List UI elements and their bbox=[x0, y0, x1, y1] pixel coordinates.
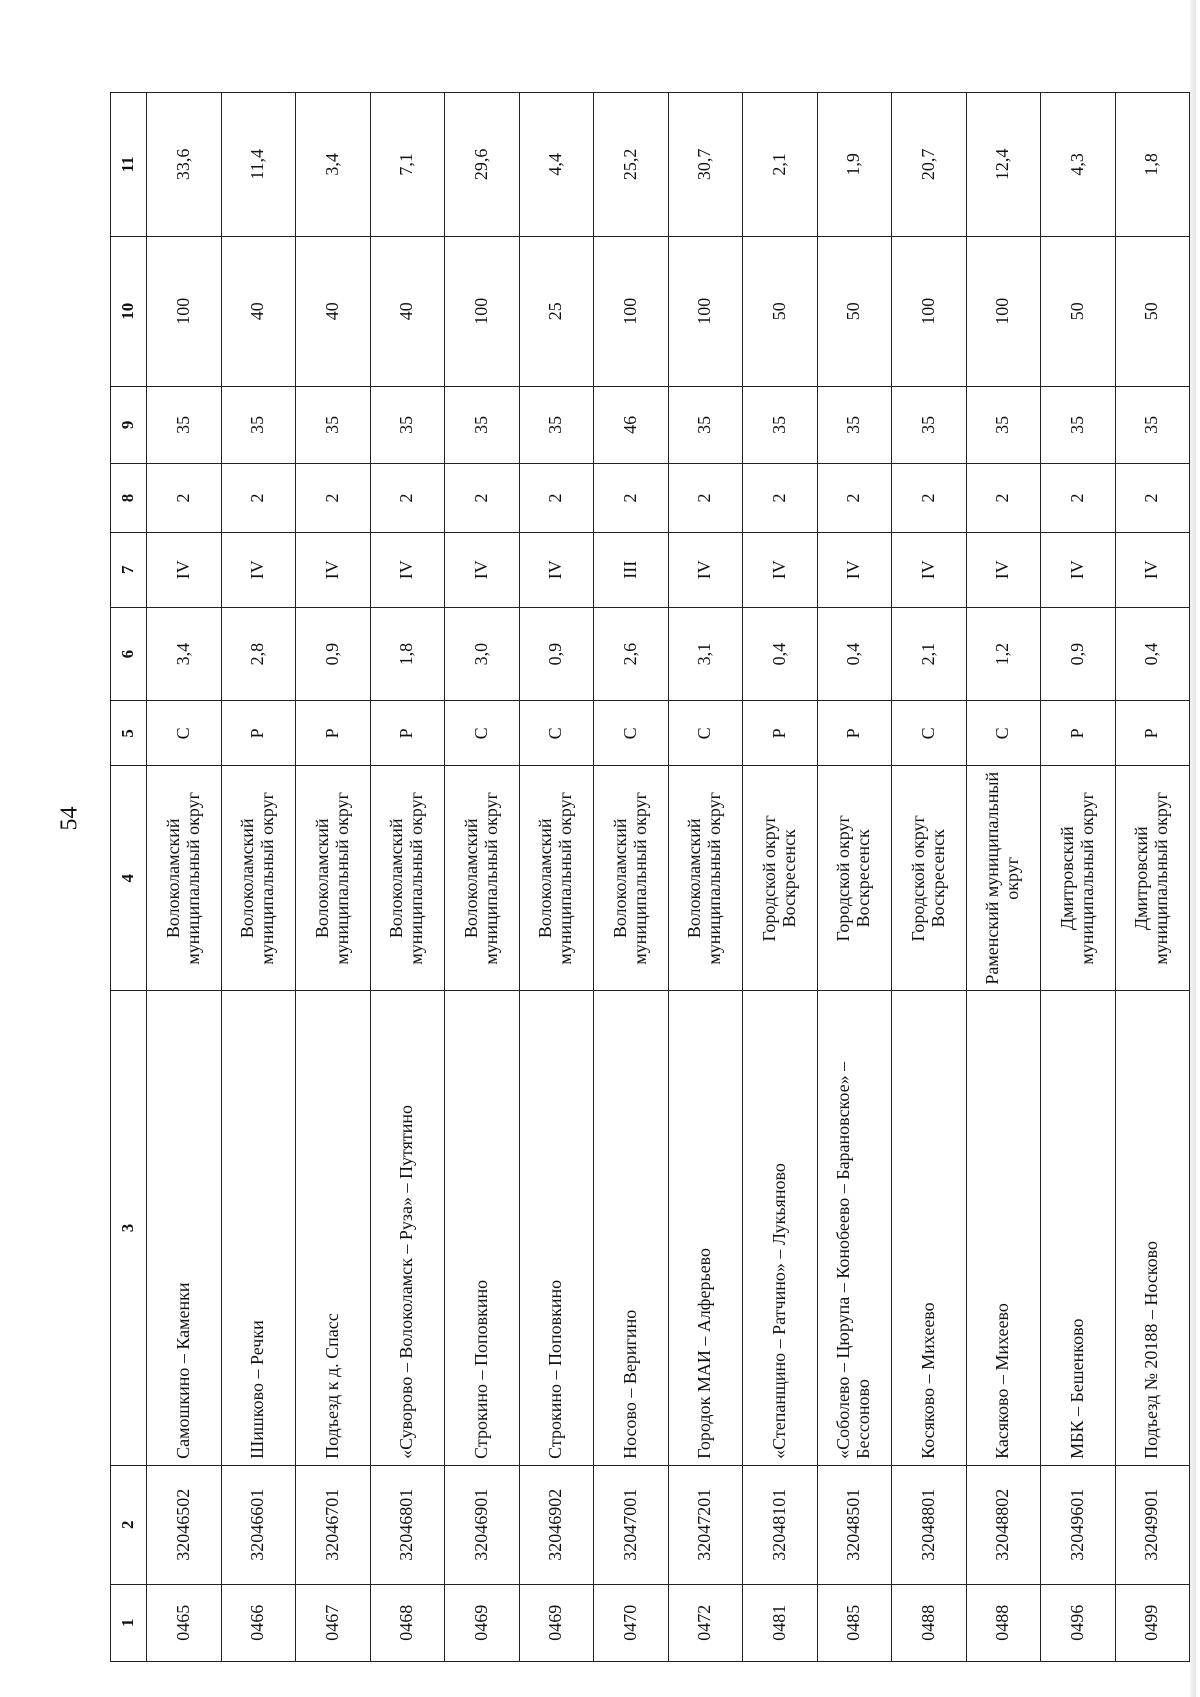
table-cell: 35 bbox=[147, 386, 222, 463]
table-cell: 2 bbox=[892, 464, 967, 533]
table-cell: IV bbox=[296, 532, 371, 607]
table-cell: IV bbox=[966, 532, 1041, 607]
table-cell: 2,6 bbox=[594, 607, 669, 701]
table-cell: 0488 bbox=[966, 1584, 1041, 1661]
table-cell: Строкино – Поповкино bbox=[519, 991, 594, 1466]
table-cell: 4,4 bbox=[519, 93, 594, 237]
table-cell: 2 bbox=[594, 464, 669, 533]
table-cell: 35 bbox=[892, 386, 967, 463]
table-cell: 35 bbox=[296, 386, 371, 463]
table-cell: IV bbox=[668, 532, 743, 607]
table-cell: 0469 bbox=[445, 1584, 520, 1661]
table-cell: 100 bbox=[147, 236, 222, 386]
table-cell: 4,3 bbox=[1041, 93, 1116, 237]
table-cell: 33,6 bbox=[147, 93, 222, 237]
table-row bbox=[519, 93, 594, 1662]
table-cell: 50 bbox=[1041, 236, 1116, 386]
table-cell: Волоколамский муниципальный округ bbox=[445, 766, 520, 991]
table-cell: 40 bbox=[296, 236, 371, 386]
table-cell: IV bbox=[817, 532, 892, 607]
scan-edge bbox=[1190, 0, 1196, 1697]
table-cell: 32048501 bbox=[817, 1465, 892, 1584]
table-cell: Волоколамский муниципальный округ bbox=[519, 766, 594, 991]
table-cell: 100 bbox=[445, 236, 520, 386]
table-cell: 32046502 bbox=[147, 1465, 222, 1584]
table-cell: Касяково – Михеево bbox=[966, 991, 1041, 1466]
table-cell: «Соболево – Цюрупа – Конобеево – Барановское» – Бессоново bbox=[817, 991, 892, 1466]
table-cell: IV bbox=[743, 532, 818, 607]
table-cell: 0469 bbox=[519, 1584, 594, 1661]
table-cell: 0,9 bbox=[296, 607, 371, 701]
table-cell: 35 bbox=[445, 386, 520, 463]
table-cell: IV bbox=[370, 532, 445, 607]
table-cell: 32049901 bbox=[1115, 1465, 1190, 1584]
table-cell: IV bbox=[892, 532, 967, 607]
table-cell: 32046901 bbox=[445, 1465, 520, 1584]
table-cell: 2 bbox=[817, 464, 892, 533]
column-header: 9 bbox=[111, 386, 147, 463]
table-cell: 2,8 bbox=[221, 607, 296, 701]
column-header: 4 bbox=[111, 766, 147, 991]
table-cell: Р bbox=[1115, 701, 1190, 766]
table-cell: С bbox=[147, 701, 222, 766]
table-cell: 32047201 bbox=[668, 1465, 743, 1584]
table-cell: 1,2 bbox=[966, 607, 1041, 701]
table-row bbox=[668, 93, 743, 1662]
column-header: 1 bbox=[111, 1584, 147, 1661]
table-row bbox=[594, 93, 669, 1662]
table-cell: Р bbox=[296, 701, 371, 766]
table-cell: 0472 bbox=[668, 1584, 743, 1661]
table-cell: Самошкино – Каменки bbox=[147, 991, 222, 1466]
table-cell: 3,4 bbox=[296, 93, 371, 237]
table-row bbox=[221, 93, 296, 1662]
table-cell: 32048101 bbox=[743, 1465, 818, 1584]
table-cell: 2,1 bbox=[743, 93, 818, 237]
table-cell: Волоколамский муниципальный округ bbox=[221, 766, 296, 991]
header-row bbox=[111, 93, 147, 1662]
table-cell: 32046601 bbox=[221, 1465, 296, 1584]
table-cell: 32049601 bbox=[1041, 1465, 1116, 1584]
table-cell: Волоколамский муниципальный округ bbox=[147, 766, 222, 991]
table-row bbox=[296, 93, 371, 1662]
table-cell: Подъезд к д. Спасс bbox=[296, 991, 371, 1466]
table-cell: 100 bbox=[892, 236, 967, 386]
table-cell: 30,7 bbox=[668, 93, 743, 237]
column-header: 5 bbox=[111, 701, 147, 766]
table-cell: 1,8 bbox=[1115, 93, 1190, 237]
table-cell: 0,4 bbox=[743, 607, 818, 701]
column-header: 10 bbox=[111, 236, 147, 386]
table-row bbox=[147, 93, 222, 1662]
table-cell: Волоколамский муниципальный округ bbox=[296, 766, 371, 991]
table-cell: 2 bbox=[519, 464, 594, 533]
roads-table bbox=[110, 92, 1190, 1662]
table-cell: 2 bbox=[445, 464, 520, 533]
table-cell: 0468 bbox=[370, 1584, 445, 1661]
table-cell: 35 bbox=[743, 386, 818, 463]
table-cell: 32048802 bbox=[966, 1465, 1041, 1584]
table-cell: 46 bbox=[594, 386, 669, 463]
table-cell: С bbox=[966, 701, 1041, 766]
table-cell: 3,4 bbox=[147, 607, 222, 701]
table-cell: 20,7 bbox=[892, 93, 967, 237]
table-cell: Городской округ Воскресенск bbox=[817, 766, 892, 991]
table-container bbox=[110, 92, 1190, 1662]
table-cell: 35 bbox=[221, 386, 296, 463]
table-cell: Городской округ Воскресенск bbox=[743, 766, 818, 991]
table-cell: Носово – Веригино bbox=[594, 991, 669, 1466]
table-cell: Строкино – Поповкино bbox=[445, 991, 520, 1466]
table-row bbox=[743, 93, 818, 1662]
table-cell: IV bbox=[221, 532, 296, 607]
page-number: 54 bbox=[56, 806, 83, 831]
table-cell: 35 bbox=[668, 386, 743, 463]
table-cell: Дмитровский муниципальный округ bbox=[1115, 766, 1190, 991]
table-cell: Р bbox=[817, 701, 892, 766]
table-cell: 40 bbox=[370, 236, 445, 386]
table-cell: 35 bbox=[1115, 386, 1190, 463]
table-row bbox=[817, 93, 892, 1662]
table-cell: 2 bbox=[147, 464, 222, 533]
table-cell: 0,9 bbox=[519, 607, 594, 701]
table-cell: 0,4 bbox=[817, 607, 892, 701]
table-cell: 25,2 bbox=[594, 93, 669, 237]
table-cell: Волоколамский муниципальный округ bbox=[668, 766, 743, 991]
column-header: 7 bbox=[111, 532, 147, 607]
table-cell: 25 bbox=[519, 236, 594, 386]
table-cell: 50 bbox=[1115, 236, 1190, 386]
column-header: 8 bbox=[111, 464, 147, 533]
table-cell: Волоколамский муниципальный округ bbox=[594, 766, 669, 991]
table-cell: 50 bbox=[743, 236, 818, 386]
table-cell: 35 bbox=[817, 386, 892, 463]
table-cell: 32047001 bbox=[594, 1465, 669, 1584]
table-cell: 2,1 bbox=[892, 607, 967, 701]
column-header: 3 bbox=[111, 991, 147, 1466]
table-cell: С bbox=[445, 701, 520, 766]
table-cell: 12,4 bbox=[966, 93, 1041, 237]
table-cell: 29,6 bbox=[445, 93, 520, 237]
table-cell: 1,8 bbox=[370, 607, 445, 701]
table-cell: 0470 bbox=[594, 1584, 669, 1661]
table-cell: «Степанщино – Ратчино» – Лукьяново bbox=[743, 991, 818, 1466]
table-cell: 100 bbox=[668, 236, 743, 386]
table-cell: Р bbox=[221, 701, 296, 766]
table-cell: 32046701 bbox=[296, 1465, 371, 1584]
table-cell: 3,1 bbox=[668, 607, 743, 701]
table-cell: 0465 bbox=[147, 1584, 222, 1661]
table-cell: С bbox=[668, 701, 743, 766]
table-cell: Городок МАИ – Алферьево bbox=[668, 991, 743, 1466]
table-cell: 35 bbox=[370, 386, 445, 463]
table-cell: 35 bbox=[966, 386, 1041, 463]
table-cell: 32048801 bbox=[892, 1465, 967, 1584]
table-cell: 100 bbox=[966, 236, 1041, 386]
table-cell: 0467 bbox=[296, 1584, 371, 1661]
table-cell: 2 bbox=[1041, 464, 1116, 533]
table-row bbox=[370, 93, 445, 1662]
table-cell: 11,4 bbox=[221, 93, 296, 237]
column-header: 6 bbox=[111, 607, 147, 701]
table-cell: IV bbox=[445, 532, 520, 607]
table-cell: 2 bbox=[668, 464, 743, 533]
table-cell: 32046902 bbox=[519, 1465, 594, 1584]
table-cell: «Суворово – Волоколамск – Руза» – Путятино bbox=[370, 991, 445, 1466]
table-cell: 0496 bbox=[1041, 1584, 1116, 1661]
table-row bbox=[892, 93, 967, 1662]
table-cell: Косяково – Михеево bbox=[892, 991, 967, 1466]
table-row bbox=[1115, 93, 1190, 1662]
table-cell: 0481 bbox=[743, 1584, 818, 1661]
table-cell: 2 bbox=[966, 464, 1041, 533]
table-cell: IV bbox=[1041, 532, 1116, 607]
table-cell: 32046801 bbox=[370, 1465, 445, 1584]
table-cell: 0466 bbox=[221, 1584, 296, 1661]
table-cell: Дмитровский муниципальный округ bbox=[1041, 766, 1116, 991]
table-cell: 0,9 bbox=[1041, 607, 1116, 701]
table-cell: 0485 bbox=[817, 1584, 892, 1661]
table-cell: 2 bbox=[370, 464, 445, 533]
table-cell: 1,9 bbox=[817, 93, 892, 237]
table-cell: 3,0 bbox=[445, 607, 520, 701]
table-cell: 2 bbox=[221, 464, 296, 533]
table-cell: Шишково – Речки bbox=[221, 991, 296, 1466]
table-cell: 35 bbox=[519, 386, 594, 463]
table-cell: III bbox=[594, 532, 669, 607]
table-cell: Р bbox=[370, 701, 445, 766]
table-cell: 0,4 bbox=[1115, 607, 1190, 701]
table-cell: 2 bbox=[743, 464, 818, 533]
table-cell: С bbox=[892, 701, 967, 766]
table-cell: 2 bbox=[1115, 464, 1190, 533]
table-row bbox=[1041, 93, 1116, 1662]
table-body bbox=[147, 93, 1190, 1662]
table-cell: Волоколамский муниципальный округ bbox=[370, 766, 445, 991]
table-cell: Раменский муниципальный округ bbox=[966, 766, 1041, 991]
table-cell: IV bbox=[1115, 532, 1190, 607]
table-row bbox=[445, 93, 520, 1662]
table-cell: IV bbox=[147, 532, 222, 607]
table-cell: 0499 bbox=[1115, 1584, 1190, 1661]
table-cell: С bbox=[519, 701, 594, 766]
table-row bbox=[966, 93, 1041, 1662]
column-header: 11 bbox=[111, 93, 147, 237]
table-cell: 50 bbox=[817, 236, 892, 386]
table-cell: 0488 bbox=[892, 1584, 967, 1661]
table-cell: Р bbox=[1041, 701, 1116, 766]
table-cell: IV bbox=[519, 532, 594, 607]
column-header: 2 bbox=[111, 1465, 147, 1584]
table-cell: С bbox=[594, 701, 669, 766]
table-cell: Городской округ Воскресенск bbox=[892, 766, 967, 991]
table-cell: 35 bbox=[1041, 386, 1116, 463]
table-cell: МБК – Бешенково bbox=[1041, 991, 1116, 1466]
table-cell: Р bbox=[743, 701, 818, 766]
table-cell: Подъезд № 20188 – Носково bbox=[1115, 991, 1190, 1466]
table-cell: 2 bbox=[296, 464, 371, 533]
table-cell: 7,1 bbox=[370, 93, 445, 237]
table-cell: 40 bbox=[221, 236, 296, 386]
table-cell: 100 bbox=[594, 236, 669, 386]
